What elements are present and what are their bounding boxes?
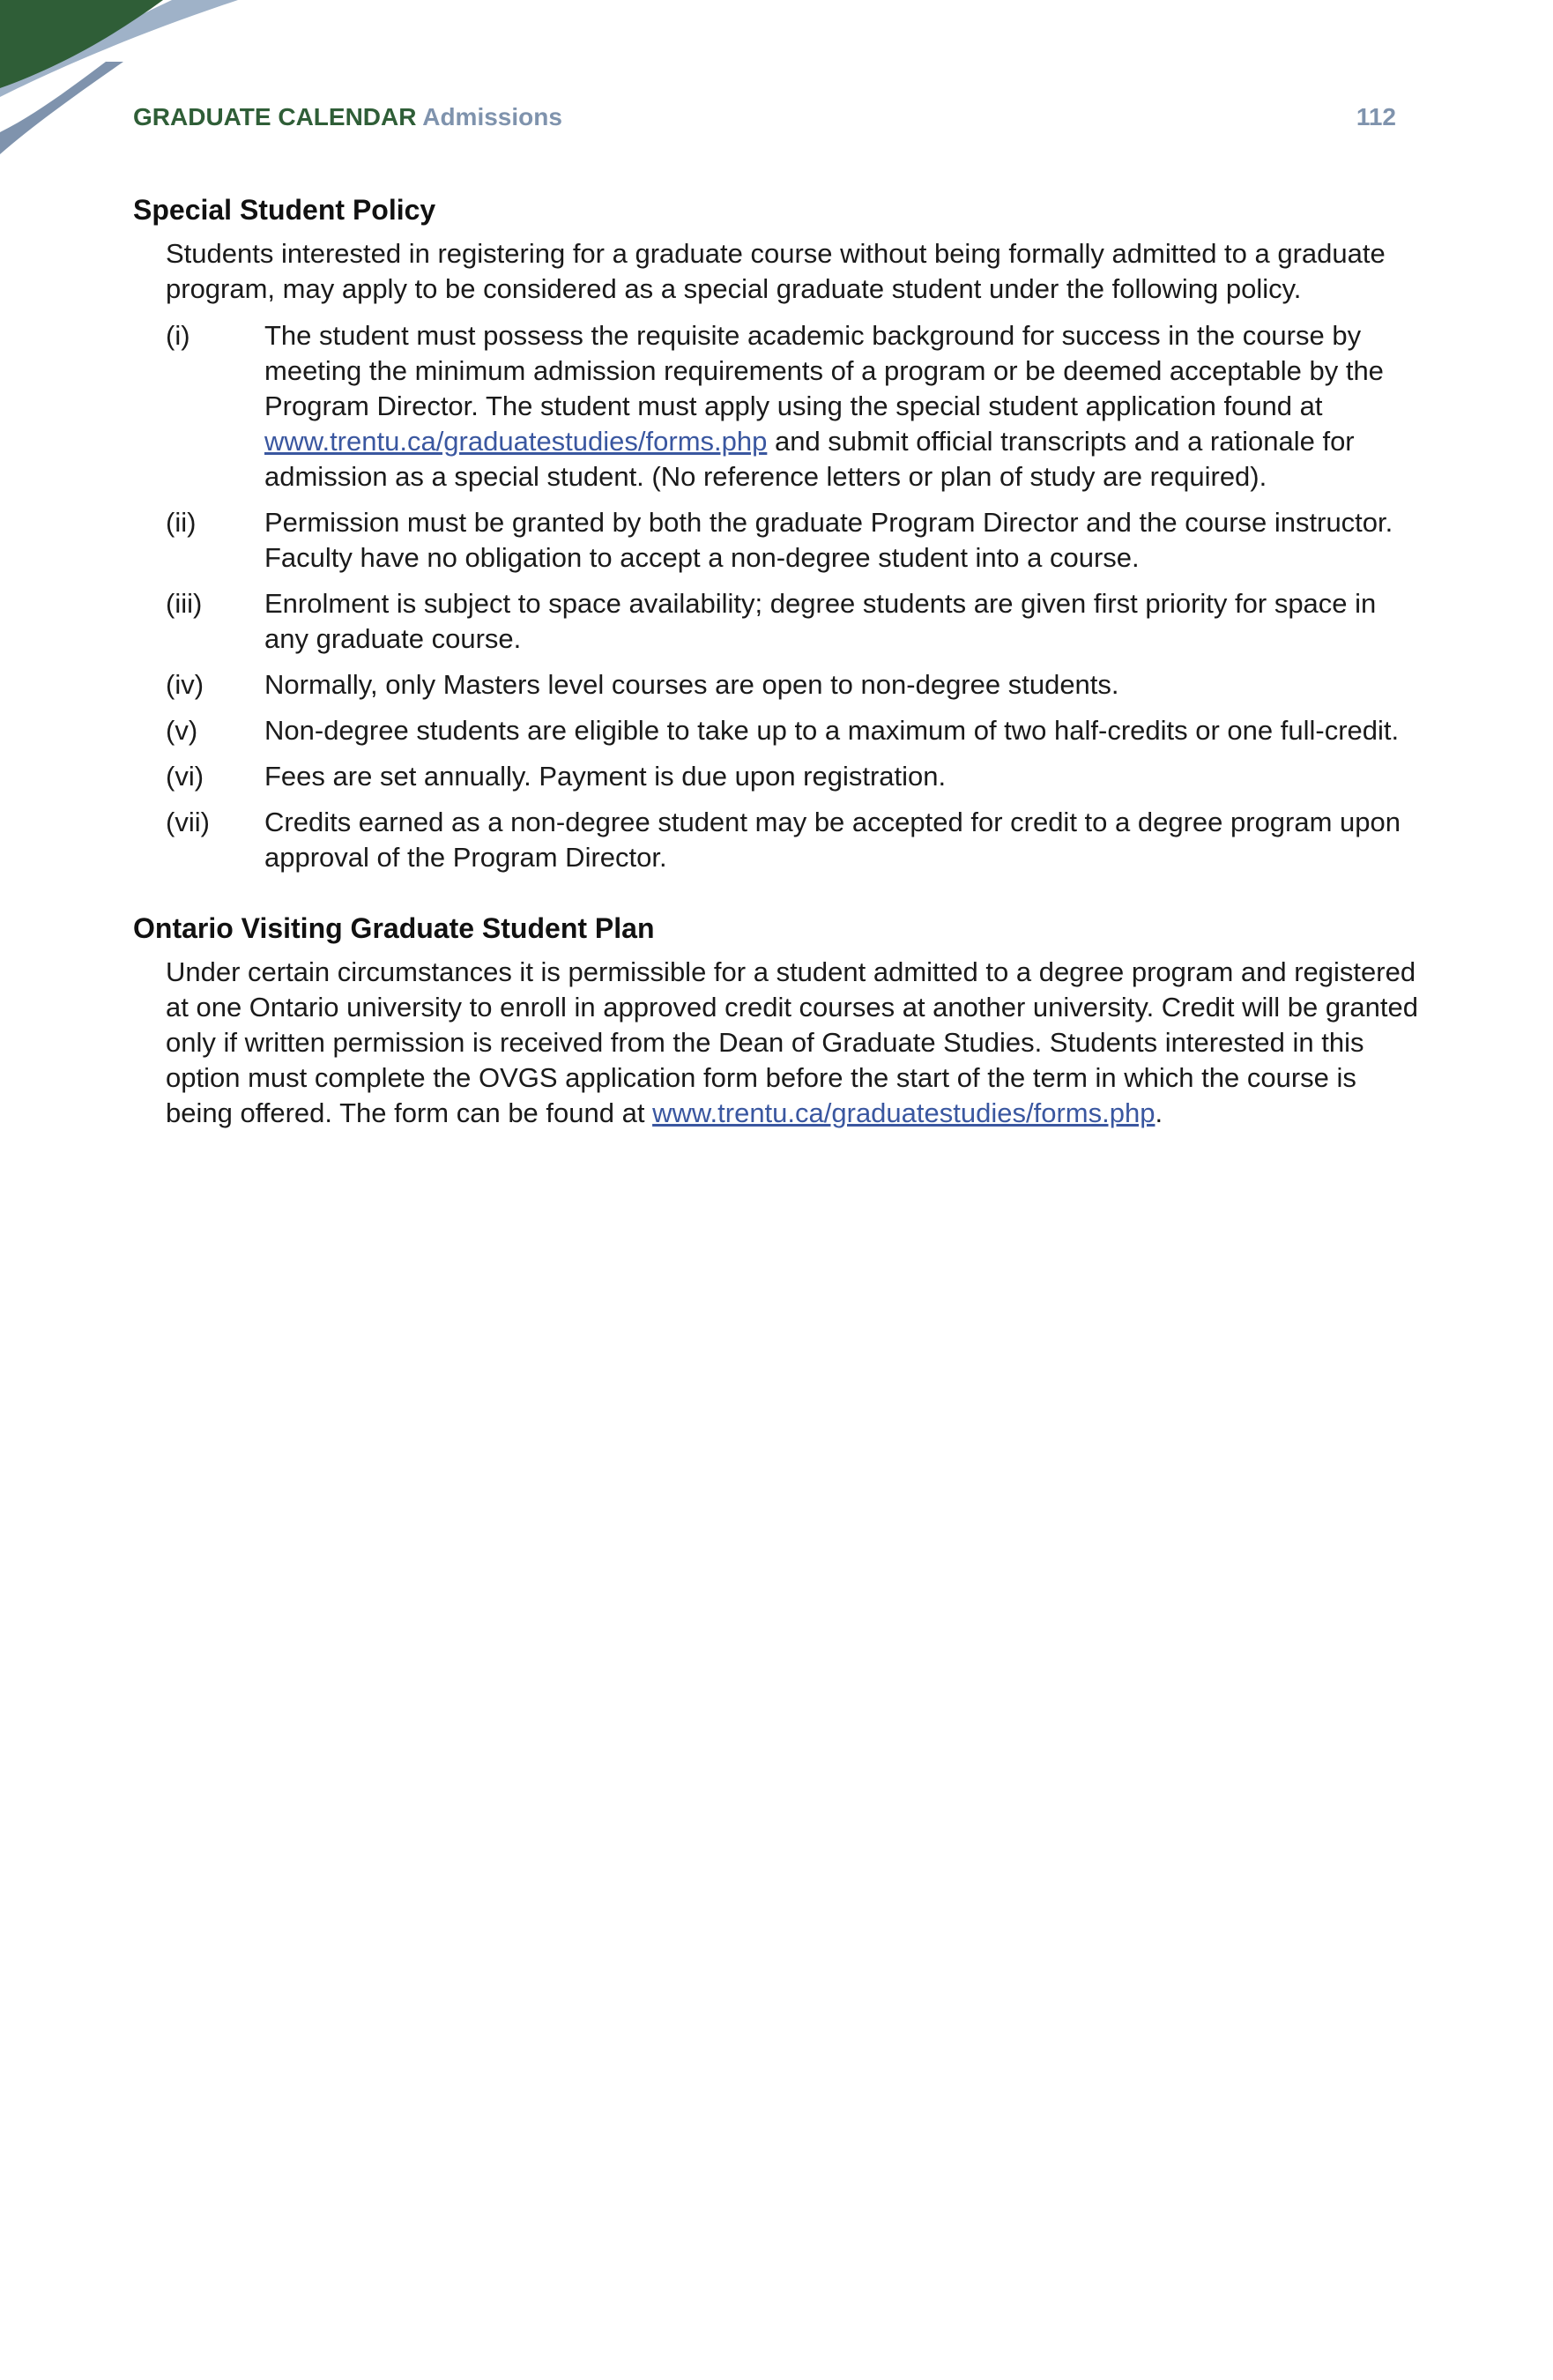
list-item — [166, 667, 1420, 703]
forms-link[interactable]: www.trentu.ca/graduatestudies/forms.php — [264, 426, 768, 457]
ovgs-paragraph — [166, 955, 1420, 1131]
corner-green-swoosh — [0, 0, 163, 88]
ovgs-forms-link[interactable]: www.trentu.ca/graduatestudies/forms.php — [652, 1097, 1155, 1128]
header-section-label: Admissions — [422, 103, 562, 130]
list-item — [166, 805, 1420, 875]
page-content — [133, 192, 1420, 1131]
ovgs-text-after: . — [1155, 1097, 1163, 1128]
special-policy-intro: Students interested in registering for a graduate course without being formally admitted to a graduate program, may apply to be considered as a special graduate student under the following policy. — [166, 238, 1386, 304]
list-item — [166, 713, 1420, 748]
ovgs-heading: Ontario Visiting Graduate Student Plan — [133, 912, 655, 944]
list-marker: (i) — [166, 320, 190, 351]
special-policy-heading: Special Student Policy — [133, 194, 436, 226]
list-marker: (iii) — [166, 588, 203, 619]
list-item — [166, 759, 1420, 794]
list-marker: (iv) — [166, 669, 204, 700]
ovgs-text: Under certain circumstances it is permissible for a student admitted to a degree program and registered at one Ontario university to enroll in approved credit courses at another university. Credit will be granted only if written permission is received from the Dean of Graduate Studies. Students interested in this option must complete the OVGS application form before the start of the term in which the course is being offered. The form can be found at — [166, 956, 1418, 1128]
list-item-text: Permission must be granted by both the graduate Program Director and the course instructor. Faculty have no obligation to accept a non-degree student into a course. — [264, 507, 1393, 573]
list-marker: (v) — [166, 715, 198, 746]
header-calendar-label: GRADUATE CALENDAR — [133, 103, 417, 130]
list-marker: (ii) — [166, 507, 197, 538]
list-item-text: Credits earned as a non-degree student may be accepted for credit to a degree program upon approval of the Program Director. — [264, 807, 1401, 873]
list-marker: (vi) — [166, 761, 204, 792]
list-item-text: Fees are set annually. Payment is due upon registration. — [264, 761, 947, 792]
list-item — [166, 586, 1420, 657]
corner-decoration — [0, 0, 247, 167]
list-item — [166, 505, 1420, 576]
running-header — [133, 100, 1396, 135]
special-policy-list — [166, 318, 1420, 875]
page-number: 112 — [1356, 103, 1396, 130]
list-marker: (vii) — [166, 807, 210, 837]
list-item-text: Non-degree students are eligible to take up to a maximum of two half-credits or one full-credit. — [264, 715, 1400, 746]
list-item-text: Enrolment is subject to space availability; degree students are given first priority for space in any graduate course. — [264, 588, 1377, 654]
section-spacer — [133, 886, 1420, 911]
list-item-text: The student must possess the requisite academic background for success in the course by meeting the minimum admission requirements of a program or be deemed acceptable by the Program Director. The student must apply using the special student application found at — [264, 320, 1384, 421]
list-item — [166, 318, 1420, 495]
list-item-text-after: and submit official transcripts and a rationale for admission as a special student. (No reference letters or plan of study are required). — [264, 426, 1355, 492]
list-item-text: Normally, only Masters level courses are open to non-degree students. — [264, 669, 1119, 700]
